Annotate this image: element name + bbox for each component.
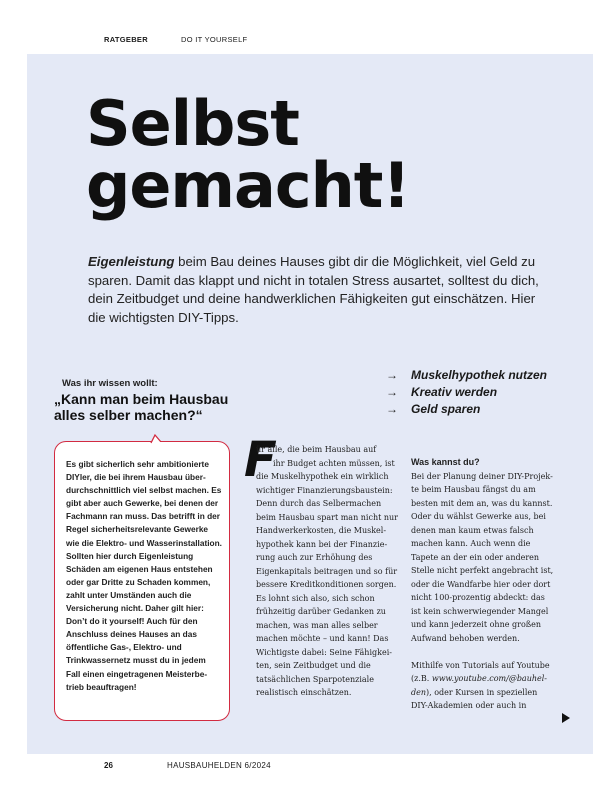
body-line: machen, was man alles selber <box>256 620 378 630</box>
body-line: ihr Budget achten müssen, ist <box>273 458 395 468</box>
body-line: denen man kaum etwas falsch <box>411 525 534 535</box>
youtube-link-continued[interactable]: den <box>411 687 427 697</box>
tips-list <box>386 366 547 417</box>
body-line: rung auch zur Erhöhung des <box>256 553 373 562</box>
article-column-2 <box>411 456 557 713</box>
body-line: hypothek kann bei der Finanzie- <box>256 539 388 549</box>
tips-list-item <box>386 366 547 383</box>
section-label: RATGEBER <box>104 35 148 44</box>
body-line: Aufwand behoben werden. <box>411 633 520 643</box>
body-line: Handwerkerkosten, die Muskel- <box>256 526 387 535</box>
body-line: beim Hausbau spart man nicht nur <box>256 512 398 522</box>
body-text: (z.B. <box>411 674 432 683</box>
tips-list-item <box>386 400 547 417</box>
body-line: realistisch einschätzen. <box>256 688 352 697</box>
body-line: Es lohnt sich also, sich schon <box>256 593 375 603</box>
body-line: te beim Hausbau fängst du am <box>411 485 536 494</box>
continue-arrow-icon <box>562 713 570 723</box>
magazine-issue: HAUSBAUHELDEN 6/2024 <box>167 761 271 770</box>
paragraph-gap <box>411 645 557 659</box>
body-line: frühzeitig darüber Gedanken zu <box>256 607 386 616</box>
body-line: wichtiger Finanzierungsbaustein: <box>256 485 393 495</box>
body-line: Stelle nicht perfekt angebracht ist, <box>411 566 554 575</box>
body-line: Denn durch das Selbermachen <box>256 499 382 508</box>
body-line: ür alle, die beim Hausbau auf <box>256 445 377 454</box>
body-line: Oder du wählst Gewerke aus, bei <box>411 512 546 521</box>
body-line: ten, sein Zeitbudget und die <box>256 661 371 670</box>
lead-emphasis: Eigenleistung <box>88 254 175 269</box>
body-line: Mithilfe von Tutorials auf Youtube <box>411 660 550 670</box>
body-line: oder die Wandfarbe hier oder dort <box>411 579 551 589</box>
tips-list-item-label: Geld sparen <box>411 401 481 416</box>
subheading: Was kannst du? <box>411 457 480 467</box>
body-line <box>411 686 557 700</box>
tips-list-item <box>386 383 547 400</box>
lead-text: beim Bau deines Hauses gibt dir die Möglichkeit, viel Geld zu sparen. Damit das klappt und nicht in totalen Stress ausartet, solltest du dich, dein Zeitbudget und deine handwerklichen Fähigkeiten gut einschätzen. Hier die wichtigsten DIY-Tipps. <box>88 254 539 325</box>
speech-bubble-tail-icon <box>150 433 164 447</box>
body-line: Tapete an der ein oder anderen <box>411 552 540 562</box>
body-line: die Muskelhypothek ein wirklich <box>256 472 389 481</box>
body-line: Wichtigste dabei: Seine Fähigkei- <box>256 647 392 657</box>
drop-cap: F <box>244 432 277 488</box>
subsection-label: DO IT YOURSELF <box>181 35 248 44</box>
arrow-right-icon: → <box>386 384 398 399</box>
article-title <box>86 87 410 222</box>
teaser-question: „Kann man beim Hausbau alles selber machen?“ <box>54 391 229 423</box>
page-number: 26 <box>104 761 113 770</box>
lead-paragraph <box>88 253 548 327</box>
article-title-text: Selbst gemacht! <box>86 87 410 222</box>
body-line: Bei der Planung deiner DIY-Projek- <box>411 471 553 481</box>
body-line: machen kann. Auch wenn die <box>411 539 531 548</box>
body-line: DIY-Akademien oder auch in <box>411 701 527 710</box>
page-header <box>0 26 593 54</box>
answer-text: Es gibt sicherlich sehr ambitionierte DIYler, die bei ihrem Hausbau überdurchschnittlich viel selbst machen. Es gibt aber auch Gewerke, bei denen der Fachmann ran muss. Das betrifft in der Regel sicherheitsrelevante Gewerke wie die Elektro- und Wasserinstallation. Sollten hier durch Eigenleistung Schäden am eigenen Haus entstehen oder gar Dritte zu Schaden kommen, zahlt unter Umständen auch die Versicherung nicht. Daher gilt hier: Don’t do it yourself! Auch für den Anschluss deines Hauses an das öffentliche Gas-, Elektro- und Trinkwassernetz musst du in jedem Fall einen eingetragenen Meisterbetrieb beauftragen! <box>66 459 222 692</box>
youtube-link[interactable]: www.youtube.com/@bauhel- <box>431 674 548 683</box>
body-text: ), oder Kursen in speziellen <box>426 687 538 697</box>
tips-list-item-label: Muskelhypothek nutzen <box>411 367 548 382</box>
body-line: tatsächlichen Sparpotenziale <box>256 674 374 684</box>
body-line: besten mit dem an, was du kannst. <box>411 498 553 508</box>
body-line <box>411 672 557 686</box>
teaser-kicker: Was ihr wissen wollt: <box>62 378 158 389</box>
body-line: nicht 100-prozentig abdeckt: das <box>411 593 545 602</box>
arrow-right-icon: → <box>386 401 398 416</box>
article-column-1 <box>256 443 398 700</box>
body-line: machen möchte – und kann! Das <box>256 634 389 643</box>
body-line: bessere Kreditkonditionen sorgen. <box>256 580 397 589</box>
arrow-right-icon: → <box>386 367 398 382</box>
tips-list-item-label: Kreativ werden <box>411 384 498 399</box>
body-line: ist kein schwerwiegender Mangel <box>411 606 549 616</box>
body-line: und kann jederzeit ohne großen <box>411 620 541 629</box>
body-line: Eigenkapitals beitragen und so für <box>256 566 398 576</box>
